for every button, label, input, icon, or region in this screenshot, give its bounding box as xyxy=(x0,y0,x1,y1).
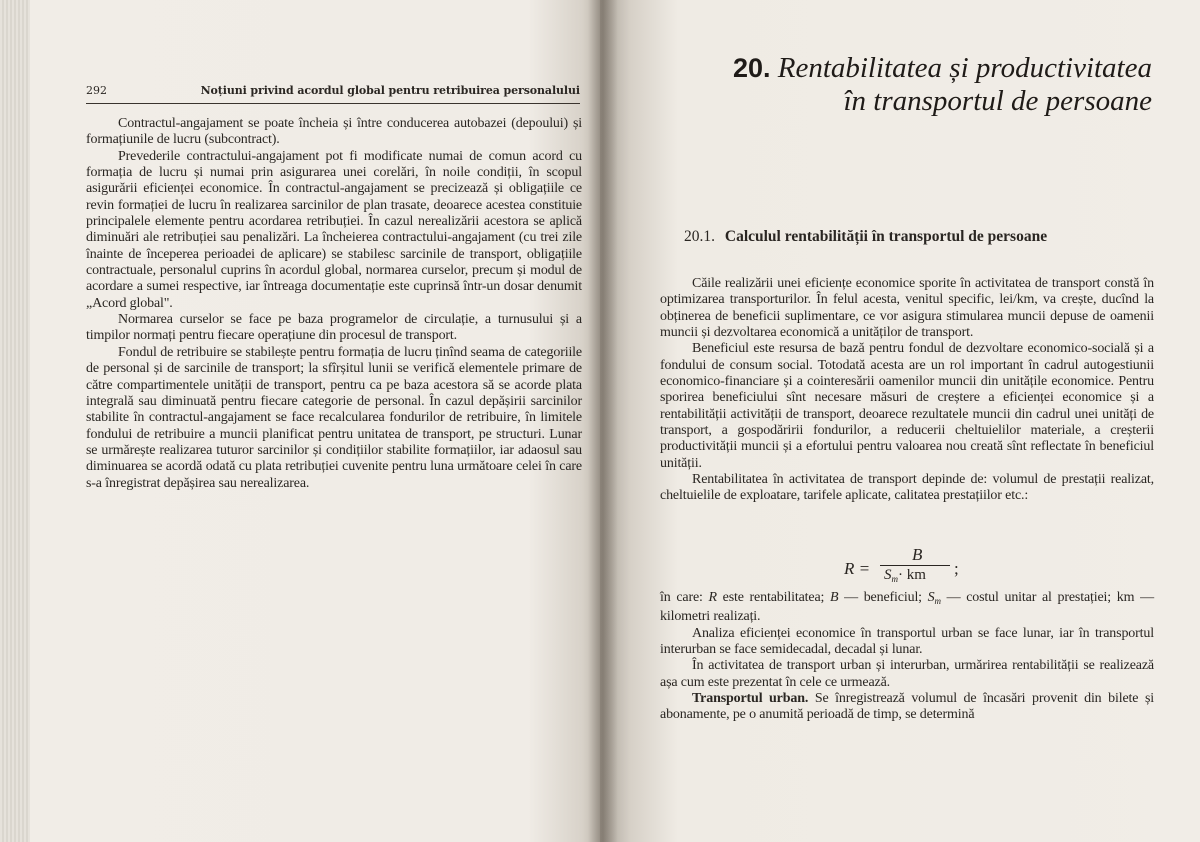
chapter-title xyxy=(612,52,1152,118)
left-page-body xyxy=(86,116,582,492)
formula-legend xyxy=(660,590,1154,626)
paragraph-lead: Transportul urban. xyxy=(692,691,809,707)
formula-denominator xyxy=(884,567,926,584)
book-gutter xyxy=(588,0,618,842)
paragraph: Căile realizării unei eficiențe economice sporite în activitatea de transport constă în optimizarea transporturilor. În felul acesta, venitul specific, lei/km, va crește, ducînd la obținerea de beneficii suplimentare, ce vor asigura stimularea muncii depuse de oamenii muncii și dezvoltarea economică a unităților de transport. xyxy=(660,276,1154,341)
paragraph: Normarea curselor se face pe baza programelor de circulație, a turnusului și a timpilor normați pentru fiecare operațiune din procesul de transport. xyxy=(86,312,582,344)
section-heading xyxy=(684,228,1144,246)
denominator-subscript: m xyxy=(891,574,898,584)
page-edge-stack xyxy=(0,0,30,842)
fraction-bar xyxy=(880,565,950,566)
denominator-symbol: S xyxy=(884,567,892,583)
rentability-formula xyxy=(836,545,976,587)
page-number: 292 xyxy=(86,84,107,97)
denominator-unit: · km xyxy=(898,567,926,583)
paragraph: Rentabilitatea în activitatea de transport depinde de: volumul de prestații realizat, cheltuielile de exploatare, tarifele aplicate, calitatea prestațiilor etc.: xyxy=(660,472,1154,504)
legend-s-subscript: m xyxy=(934,596,941,606)
formula-lhs: R = xyxy=(844,559,871,578)
right-page-body xyxy=(660,276,1154,505)
paragraph: Prevederile contractului-angajament pot fi modificate numai de comun acord cu formația de lucru și numai prin asigurarea unei corelări, în noile condiții, în scopul asigurării eficienței economice. În contractul-angajament se precizează și obligațiile ce revin formației de lucru în realizarea sarcinilor de plan trasate, deoarece acestea constituie principalele elemente pentru acordarea retribuției. În cazul nerealizării acestora se aplică diminuări ale retribuției sau penalizări. La încheierea contractului-angajament (cu trei zile înainte de începerea perioadei de aplicare) se stabilesc sarcinile de transport, obligațiile contractuale, personalul cuprins în acordul global, normarea curselor, precum și modul de acordare a sumei respective, iar întreaga documentație este cuprinsă într-un dosar denumit „Acord global". xyxy=(86,148,582,311)
paragraph: În activitatea de transport urban și interurban, urmărirea rentabilității se realizează așa cum este prezentat în cele ce urmează. xyxy=(660,658,1154,690)
legend-r-text: este rentabilitatea; xyxy=(722,590,825,605)
paragraph: Contractul-angajament se poate încheia și între conducerea autobazei (depoului) și formațiunile de lucru (subcontract). xyxy=(86,116,582,148)
header-rule xyxy=(86,103,580,104)
chapter-title-line1: Rentabilitatea și productivitatea xyxy=(777,52,1152,84)
paragraph-text: Se înregistrează volumul de încasări provenit din bilete și abonamente, pe o anumită perioadă de timp, se determină xyxy=(660,691,1154,723)
legend-r-symbol: R xyxy=(708,590,717,605)
paragraph xyxy=(660,691,1154,724)
legend-b-text: — beneficiul; xyxy=(844,590,922,605)
paragraph: Beneficiul este resursa de bază pentru fondul de dezvoltare economico-socială și a fondului de consum social. Totodată acesta are un rol important în cadrul autogestiunii economico-financiare și a cointeresării oamenilor muncii din unitățile economice. Pentru sporirea beneficiului sînt necesare măsuri de creștere a eficienței economice și a rentabilității activității de transport, deoarece rezultatele muncii din cadrul unei unități de transport, a gospodăririi fondurilor, a reducerii cheltuielilor materiale, a creșterii productivității muncii și a efortului pentru valoarea nou creată sînt reflectate în beneficiul unității. xyxy=(660,341,1154,471)
running-head xyxy=(86,84,580,104)
legend-s-symbol: S xyxy=(927,590,935,605)
right-page-body-continued xyxy=(660,590,1154,724)
chapter-number: 20. xyxy=(732,53,771,83)
legend-prefix: în care: xyxy=(660,590,703,605)
paragraph: Analiza eficienței economice în transportul urban se face lunar, iar în transportul interurban se face semidecadal, decadal și lunar. xyxy=(660,625,1154,658)
paragraph: Fondul de retribuire se stabilește pentru formația de lucru ținînd seama de categoriile de personal și de sarcinile de transport; la sfîrșitul lunii se verifică elementele primare de către compartimentele unității de transport, pentru ca pe baza acestora să se acorde plata integrală sau diminuată pentru fiecare categorie de personal. În cazul depășirii sarcinilor stabilite în contractul-angajament se face recalcularea fondurilor de retribuire, în limitele fondului de retribuire a muncii planificat pentru unitatea de transport, pe structuri. Lunar se urmărește realizarea tuturor sarcinilor și condițiilor stabilite formațiilor, iar adaosul sau diminuarea se acordă odată cu plata retribuției cuvenite pentru luna următoare celei în care s-a înregistrat depășirea sau nerealizarea. xyxy=(86,344,582,491)
legend-s-text: — costul unitar al prestației; km — kilometri realizați. xyxy=(660,590,1154,625)
formula-tail: ; xyxy=(954,559,959,578)
formula-numerator: B xyxy=(912,545,923,564)
legend-b-symbol: B xyxy=(829,590,839,605)
section-title: Calculul rentabilității în transportul de persoane xyxy=(724,228,1048,245)
chapter-title-line2: în transportul de persoane xyxy=(843,85,1152,117)
section-number: 20.1. xyxy=(684,228,715,245)
running-title: Noțiuni privind acordul global pentru retribuirea personalului xyxy=(200,84,580,97)
